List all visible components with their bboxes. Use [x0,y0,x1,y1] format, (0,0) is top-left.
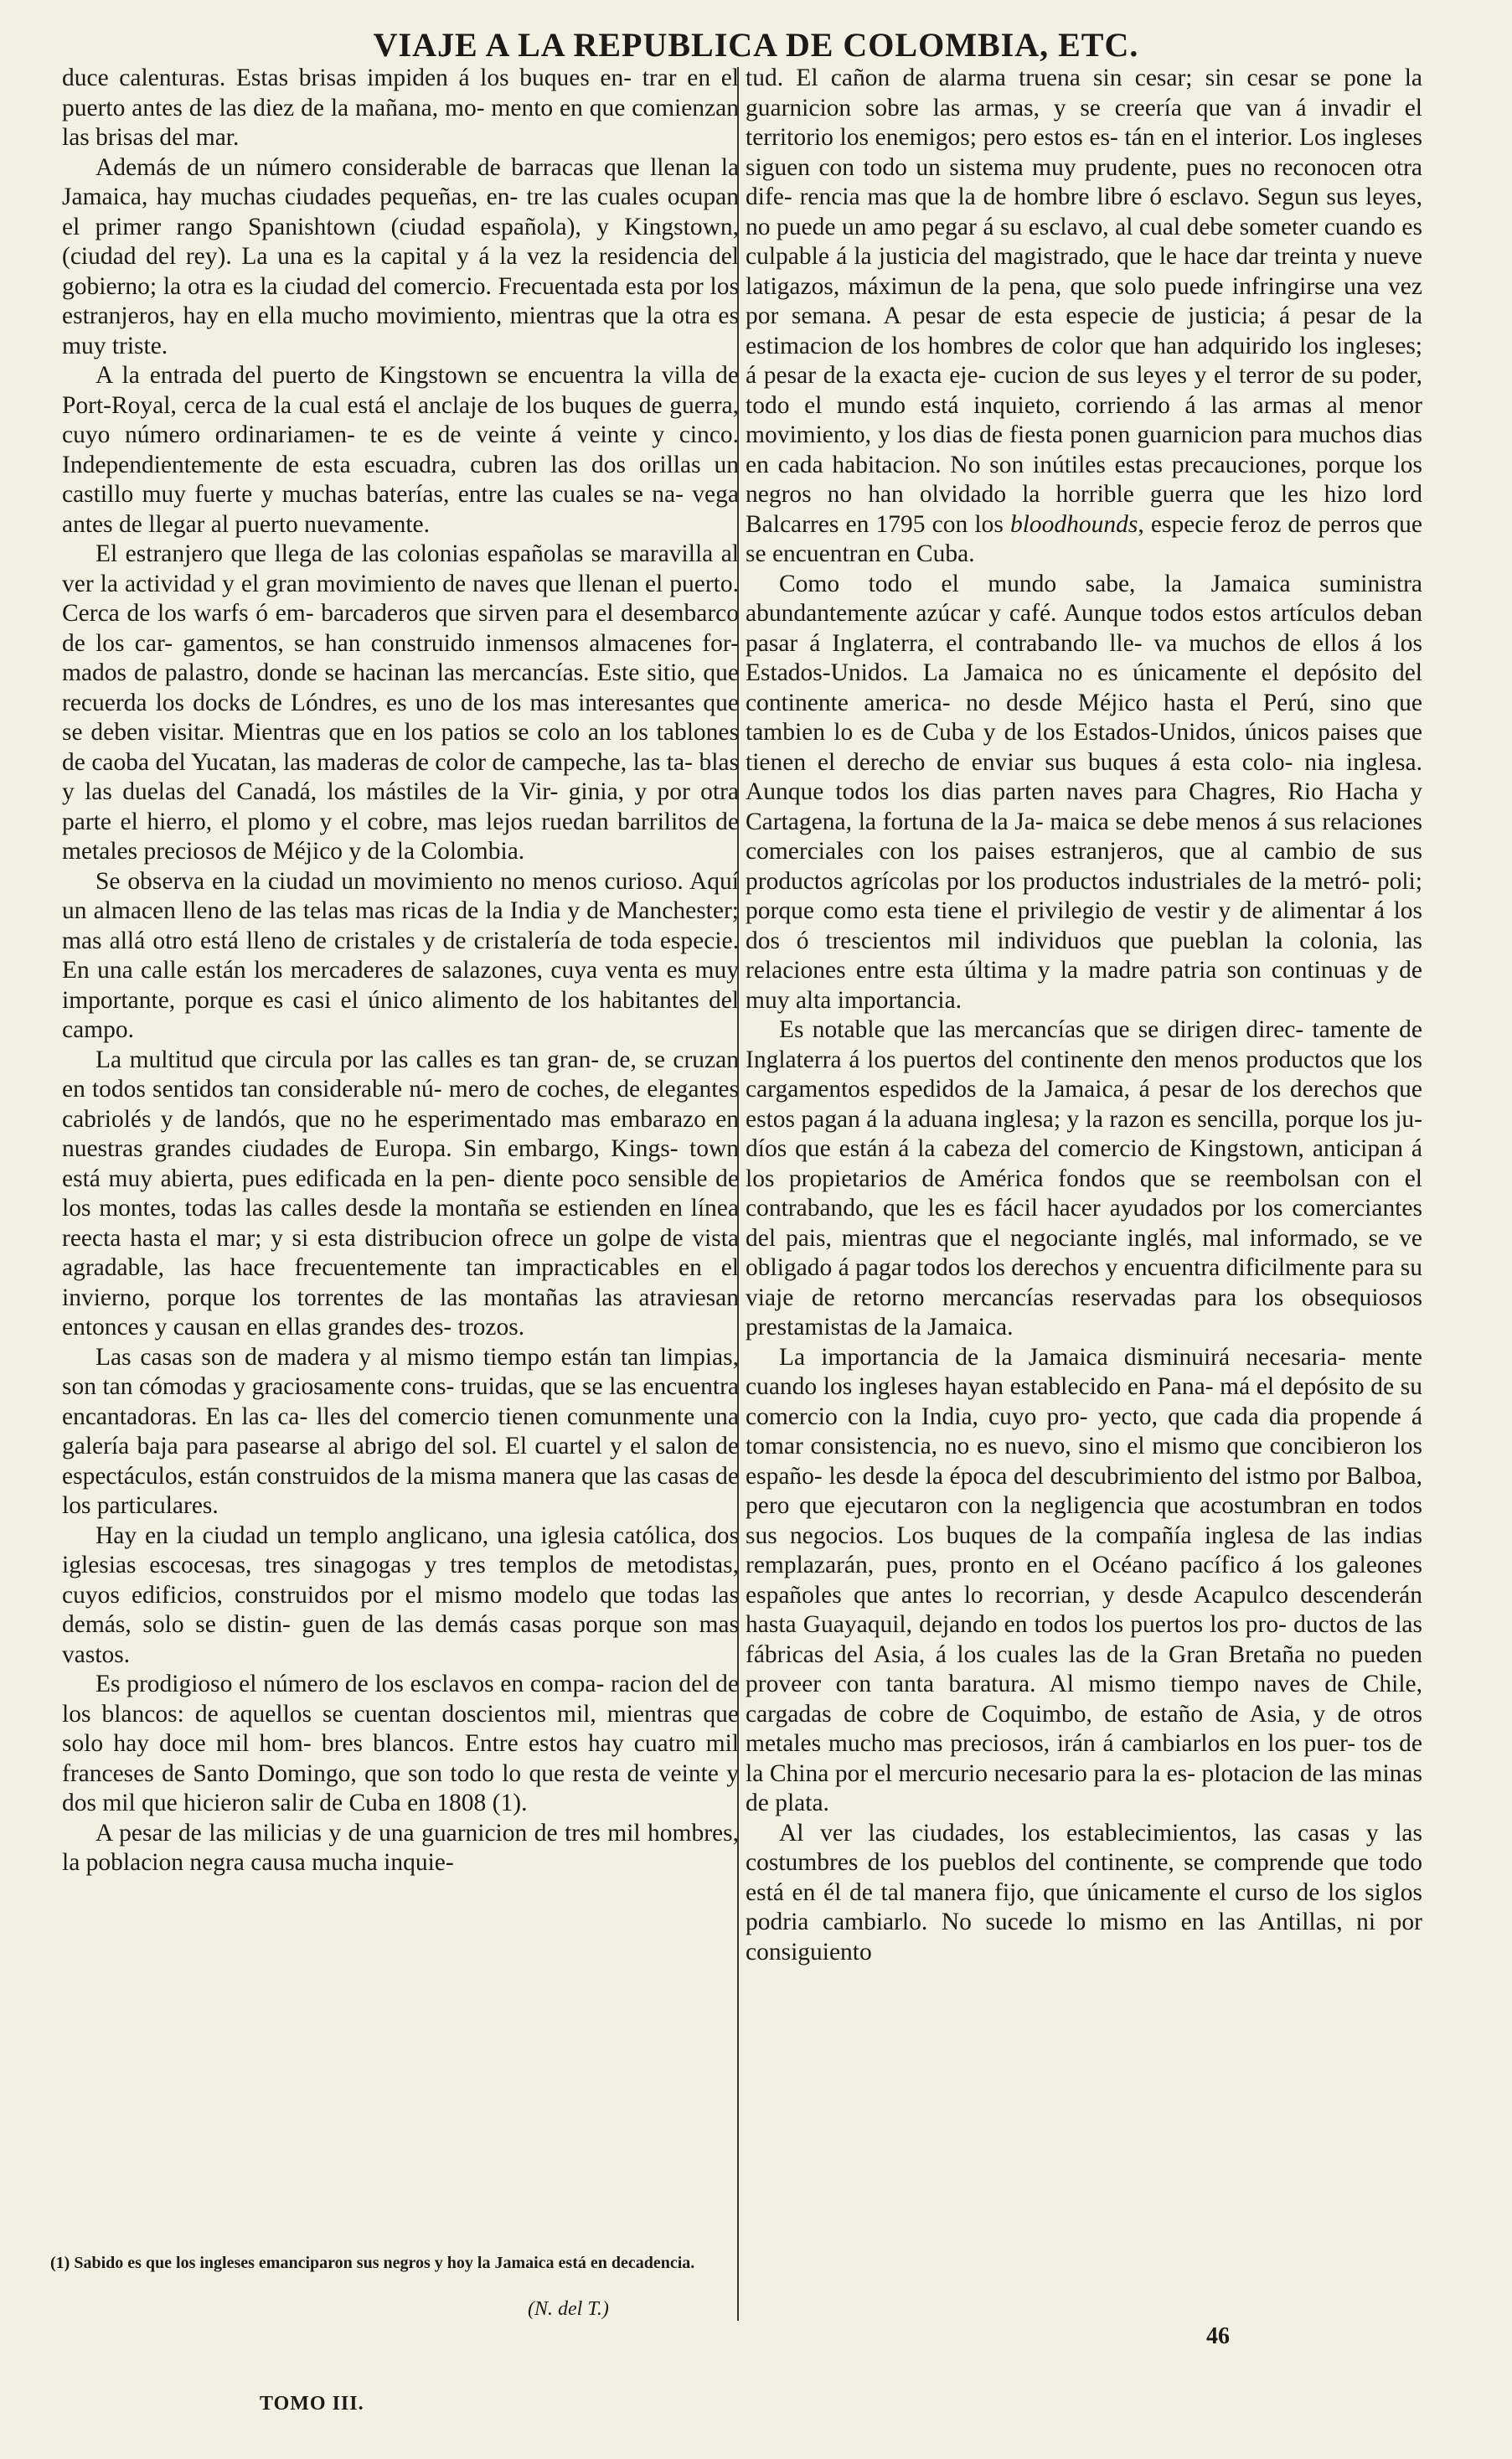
paragraph: Hay en la ciudad un templo anglicano, una iglesia católica, dos iglesias escocesas, tres sinagogas y tres templos de metodistas, cuyos edificios, construidos por el mismo modelo que todas las demás, solo se distin- guen de las demás casas porque son mas vastos. [62,1521,739,1668]
italic-term: bloodhounds [1009,510,1138,538]
paragraph: La multitud que circula por las calles es tan gran- de, se cruzan en todos sentidos tan considerable nú- mero de coches, de elegantes cabriolés y de landós, que no he esperimentado mas embarazo en nuestras grandes ciudades de Europa. Sin embargo, Kings- town está muy abierta, pues edificada en la pen- diente poco sensible de los montes, todas las calles desde la montaña se estienden en línea reecta hasta el mar; y si esta distribucion ofrece un golpe de vista agradable, las hace frecuentemente tan impracticables en el invierno, porque los torrentes de las montañas las atraviesan entonces y causan en ellas grandes des- trozos. [62,1046,739,1341]
paragraph [746,64,1422,570]
footnote-signature: (N. del T.) [528,2298,609,2320]
paragraph: A la entrada del puerto de Kingstown se encuentra la villa de Port-Royal, cerca de la cual está el anclaje de los buques de guerra, cuyo número ordinariamen- te es de veinte á veinte y cinco. Independientemente de esta escuadra, cubren las dos orillas un castillo muy fuerte y muchas baterías, entre las cuales se na- vega antes de llegar al puerto nuevamente. [62,362,739,538]
paragraph: Es notable que las mercancías que se dirigen direc- tamente de Inglaterra á los puertos del continente den menos productos que los cargamentos espedidos de la Jamaica, á pesar de los derechos que estos pagan á la aduana inglesa; y la razon es sencilla, porque los ju- díos que están á la cabeza del comercio de Kingstown, anticipan á los propietarios de América fondos que se reembolsan con el contrabando, que les es fácil hacer ayudados por los comerciantes del pais, mientras que el negociante inglés, mal informado, se ve obligado á pagar todos los derechos y encuentra dificilmente para su viaje de retorno mercancías reservadas para los obsequiosos prestamistas de la Jamaica. [746,1016,1422,1341]
paragraph: La importancia de la Jamaica disminuirá necesaria- mente cuando los ingleses hayan establecido en Pana- má el depósito de su comercio con la India, cuyo pro- yecto, que cada dia propende á tomar consistencia, no es nuevo, sino el mismo que concibieron los españo- les desde la época del descubrimiento del istmo por Balboa, pero que ejecutaron con la negligencia que acostumbran en todos sus negocios. Los buques de la compañía inglesa de las indias remplazarán, pues, pronto en el Océano pacífico á los galeones españoles que antes lo recorrian, y desde Acapulco descenderán hasta Guayaquil, dejando en todos los puertos los pro- ductos de las fábricas del Asia, á los cuales las de la Gran Bretaña no pueden proveer con tanta baratura. Al mismo tiempo naves de Chile, cargadas de cobre de Coquimbo, de estaño de Asia, y de otros metales mucho mas preciosos, irán á cambiarlos en los puer- tos de la China por el mercurio necesario para la es- plotacion de las minas de plata. [746,1343,1422,1816]
left-column [62,64,739,2250]
paragraph: El estranjero que llega de las colonias españolas se maravilla al ver la actividad y el gran movimiento de naves que llenan el puerto. Cerca de los warfs ó em- barcaderos que sirven para el desembarco de los car- gamentos, se han construido inmensos almacenes for- mados de palastro, donde se hacinan las mercancías. Este sitio, que recuerda los docks de Lóndres, es uno de los mas interesantes que se deben visitar. Mientras que en los patios se colo an los tablones de caoba del Yucatan, las maderas de color de campeche, las ta- blas y las duelas del Canadá, los mástiles de la Vir- ginia, y por otra parte el hierro, el plomo y el cobre, mas lejos ruedan barrilitos de metales preciosos de Méjico y de la Colombia. [62,540,739,865]
volume-label: TOMO III. [260,2393,364,2415]
page-header [0,22,1512,69]
paragraph: duce calenturas. Estas brisas impiden á los buques en- trar en el puerto antes de las diez de la mañana, mo- mento en que comienzan las brisas del mar. [62,65,739,151]
page-number: 46 [1206,2323,1230,2349]
paragraph: Se observa en la ciudad un movimiento no menos curioso. Aquí un almacen lleno de las telas mas ricas de la India y de Manchester; mas allá otro está lleno de cristales y de cristalería de toda especie. En una calle están los mercaderes de salazones, cuya venta es muy importante, porque es casi el único alimento de los habitantes del campo. [62,867,739,1043]
page-title: VIAJE A LA REPUBLICA DE COLOMBIA, ETC. [373,26,1139,64]
right-column [746,64,1422,2250]
paragraph-text: , especie feroz de perros que se encuentran en Cuba. [746,510,1422,567]
paragraph: Además de un número considerable de barracas que llenan la Jamaica, hay muchas ciudades pequeñas, en- tre las cuales ocupan el primer rango Spanishtown (ciudad española), y Kingstown, (ciudad del rey). La una es la capital y á la vez la residencia del gobierno; la otra es la ciudad del comercio. Frecuentada esta por los estranjeros, hay en ella mucho movimiento, mientras que la otra es muy triste. [62,153,739,359]
footnote: (1) Sabido es que los ingleses emanciparon sus negros y hoy la Jamaica está en decadencia. [50,2254,695,2272]
paragraph: Al ver las ciudades, los establecimientos, las casas y las costumbres de los pueblos del continente, se comprende que todo está en él de tal manera fijo, que únicamente el curso de los siglos podria cambiarlo. No sucede lo mismo en las Antillas, ni por consiguiento [746,1819,1422,1966]
paragraph: A pesar de las milicias y de una guarnicion de tres mil hombres, la poblacion negra causa mucha inquie- [62,1819,739,1876]
paragraph: Como todo el mundo sabe, la Jamaica suministra abundantemente azúcar y café. Aunque todos estos artículos deban pasar á Inglaterra, el contrabando lle- va muchos de ellos á los Estados-Unidos. La Jamaica no es únicamente el depósito del continente america- no desde Méjico hasta el Perú, sino que tambien lo es de Cuba y de los Estados-Unidos, únicos paises que tienen el derecho de enviar sus buques á esta colo- nia inglesa. Aunque todos los dias parten naves para Chagres, Rio Hacha y Cartagena, la fortuna de la Ja- maica se debe menos á sus relaciones comerciales con los paises estranjeros, que al cambio de sus productos agrícolas por los productos industriales de la metró- poli; porque como esta tiene el privilegio de vestir y de alimentar á los dos ó trescientos mil individuos que pueblan la colonia, las relaciones entre esta última y la madre patria son continuas y de muy alta importancia. [746,570,1422,1014]
paragraph: Las casas son de madera y al mismo tiempo están tan limpias, son tan cómodas y graciosamente cons- truidas, que se las encuentra encantadoras. En las ca- lles del comercio tienen comunmente una galería baja para pasearse al abrigo del sol. El cuartel y el salon de espectáculos, están construidos de la misma manera que las casas de los particulares. [62,1343,739,1519]
paragraph-text: tud. El cañon de alarma truena sin cesar; sin cesar se pone la guarnicion sobre las armas, y se creería que van á invadir el territorio los enemigos; pero estos es- tán en el interior. Los ingleses siguen con todo un sistema muy prudente, pues no reconocen otra dife- rencia mas que la de hombre libre ó esclavo. Segun sus leyes, no puede un amo pegar á su esclavo, al cual debe someter cuando es culpable á la justicia del magistrado, que le hace dar treinta y nueve latigazos, máximun de la pena, que solo puede infringirse una vez por semana. A pesar de esta especie de justicia; á pesar de la estimacion de los hombres de color que han adquirido los ingleses; á pesar de la exacta eje- cucion de sus leyes y el terror de su poder, todo el mundo está inquieto, corriendo á las armas al menor movimiento, y los dias de fiesta ponen guarnicion para muchos dias en cada habitacion. No son inútiles estas precauciones, porque los negros no han olvidado la horrible guerra que les hizo lord Balcarres en 1795 con los [746,65,1422,538]
paragraph: Es prodigioso el número de los esclavos en compa- racion del de los blancos: de aquellos se cuentan doscientos mil, mientras que solo hay doce mil hom- bres blancos. Entre estos hay cuatro mil franceses de Santo Domingo, que son todo lo que resta de veinte y dos mil que hicieron salir de Cuba en 1808 (1). [62,1671,739,1816]
